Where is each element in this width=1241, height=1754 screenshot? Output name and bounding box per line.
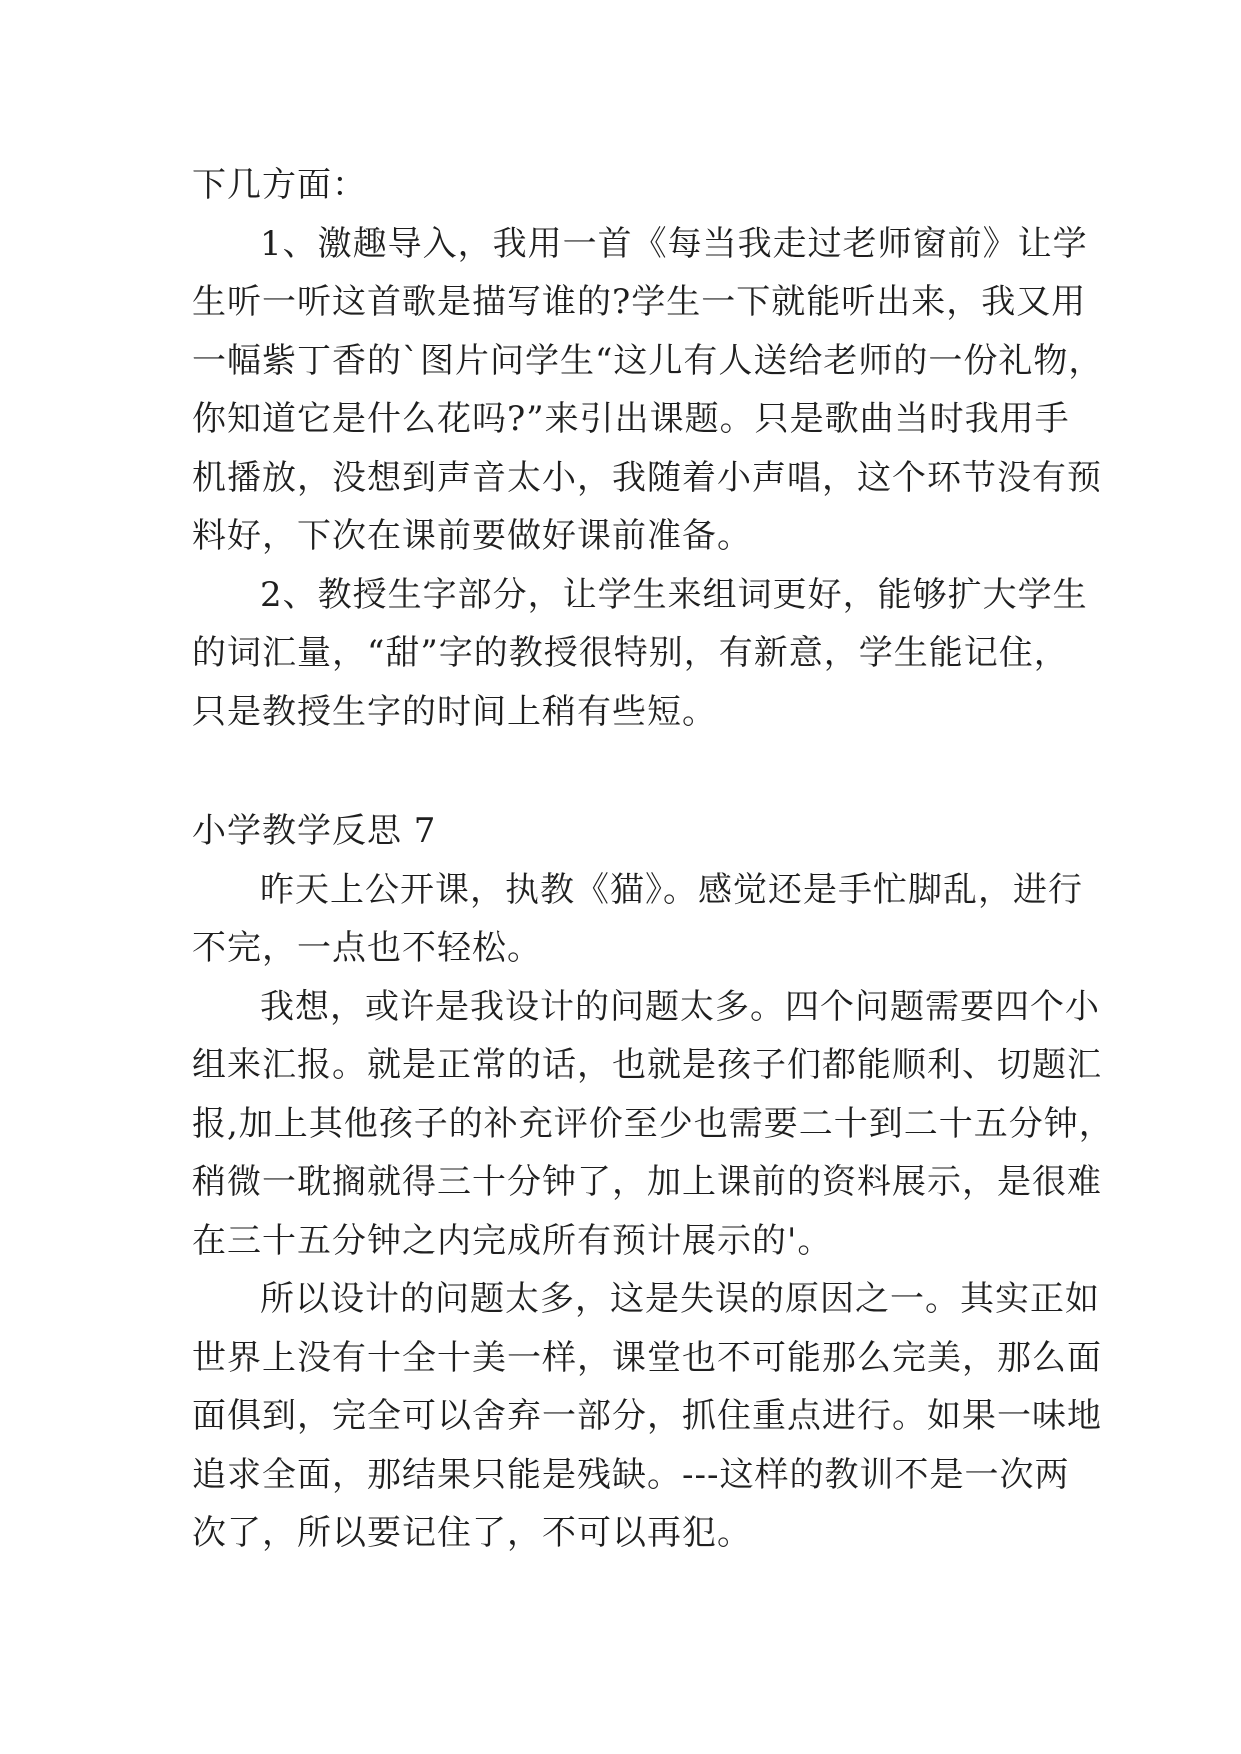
paragraph-line: 稍微一耽搁就得三十分钟了，加上课前的资料展示，是很难	[192, 1162, 1102, 1202]
paragraph-line: 机播放，没想到声音太小，我随着小声唱，这个环节没有预	[192, 457, 1102, 498]
section-spacer	[192, 741, 1052, 802]
paragraph-line: 昨天上公开课，执教《猫》。感觉还是手忙脚乱，进行	[260, 869, 1083, 910]
paragraph-line: 次了，所以要记住了，不可以再犯。	[192, 1513, 752, 1553]
document-body	[192, 156, 1114, 1563]
paragraph-line: 2、教授生字部分，让学生来组词更好，能够扩大学生	[260, 574, 1088, 615]
paragraph-3	[192, 861, 1083, 978]
paragraph-line: 追求全面，那结果只能是残缺。---这样的教训不是一次两	[192, 1454, 1070, 1495]
paragraph-5	[192, 1270, 1102, 1563]
paragraph-2	[192, 566, 1088, 742]
paragraph-line: 面俱到，完全可以舍弃一部分，抓住重点进行。如果一味地	[192, 1396, 1102, 1436]
paragraph-line: 报,加上其他孩子的补充评价至少也需要二十到二十五分钟，	[192, 1103, 1114, 1144]
section-title: 小学教学反思 7	[192, 811, 437, 851]
paragraph-line: 的词汇量，“甜”字的教授很特别，有新意，学生能记住，	[192, 633, 1069, 673]
paragraph-line: 我想，或许是我设计的问题太多。四个问题需要四个小	[260, 986, 1100, 1027]
paragraph-4	[192, 978, 1114, 1271]
paragraph-line: 不完，一点也不轻松。	[192, 928, 542, 968]
paragraph-line: 生听一听这首歌是描写谁的?学生一下就能听出来，我又用	[192, 282, 1087, 322]
paragraph-line: 1、激趣导入，我用一首《每当我走过老师窗前》让学	[260, 223, 1088, 264]
paragraph-line: 所以设计的问题太多，这是失误的原因之一。其实正如	[260, 1279, 1100, 1319]
paragraph-line: 只是教授生字的时间上稍有些短。	[192, 691, 717, 732]
paragraph-1	[192, 215, 1104, 566]
paragraph-line: 在三十五分钟之内完成所有预计展示的'。	[192, 1220, 833, 1261]
paragraph-line: 你知道它是什么花吗?”来引出课题。只是歌曲当时我用手	[192, 399, 1070, 439]
intro-line: 下几方面：	[192, 165, 367, 205]
paragraph-line: 世界上没有十全十美一样，课堂也不可能那么完美，那么面	[192, 1337, 1102, 1378]
paragraph-line: 一幅紫丁香的`图片问学生“这儿有人送给老师的一份礼物，	[192, 340, 1104, 381]
paragraph-line: 料好，下次在课前要做好课前准备。	[192, 516, 752, 556]
paragraph-line: 组来汇报。就是正常的话，也就是孩子们都能顺利、切题汇	[192, 1045, 1102, 1085]
